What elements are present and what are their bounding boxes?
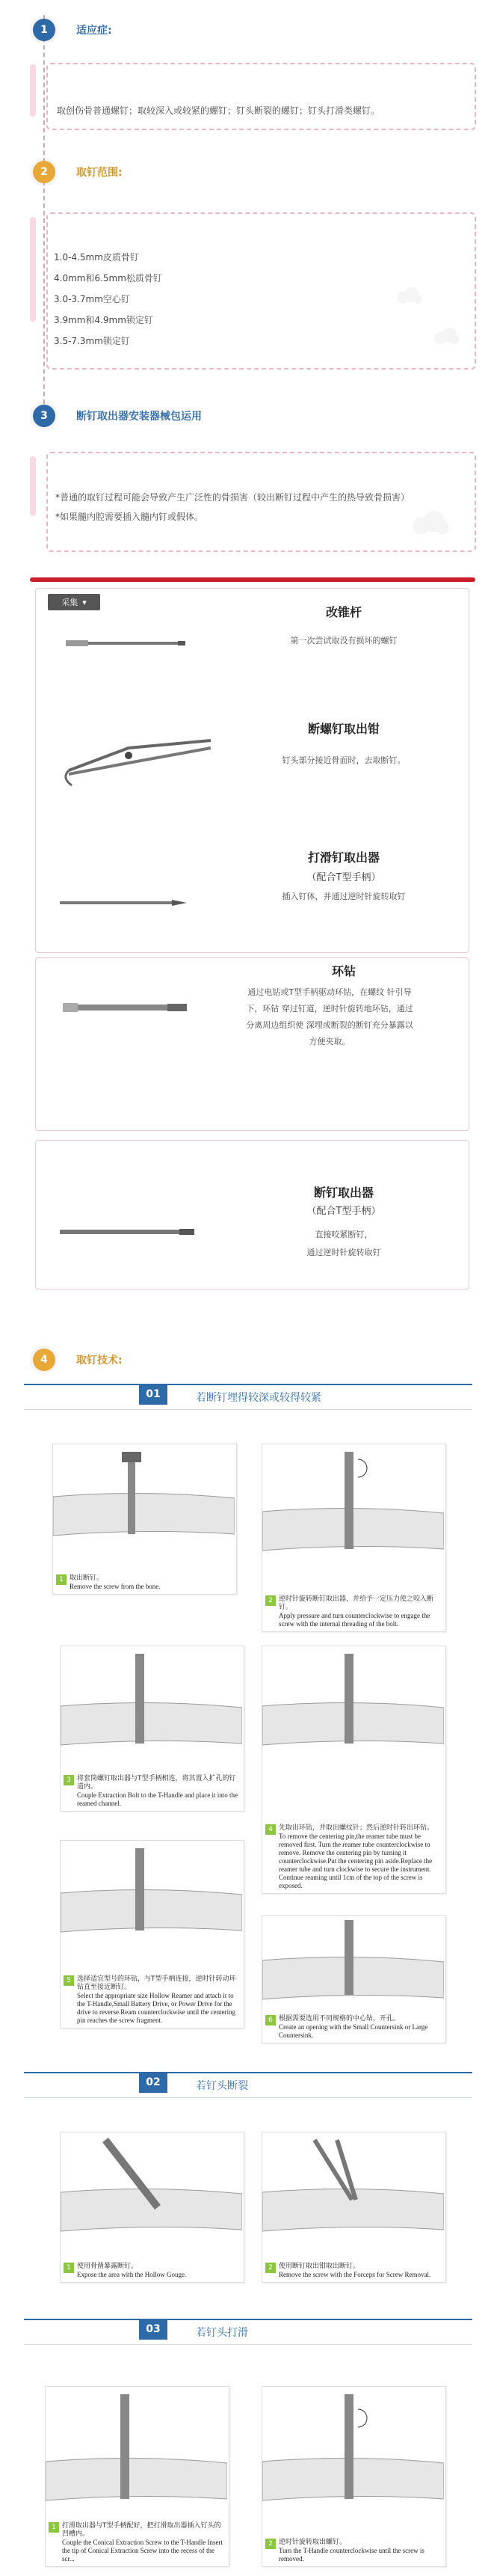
- indications-text: 取创伤骨普通螺钉；取较深入或较紧的螺钉；钉头断裂的螺钉；钉头打滑类螺钉。: [57, 105, 380, 116]
- step-number: 6: [265, 2015, 276, 2025]
- figure-caption: [262, 1595, 445, 1628]
- instrument-subtitle: （配合T型手柄）: [306, 1206, 381, 1217]
- range-list: [54, 247, 162, 352]
- figure-caption: [61, 1975, 244, 2025]
- instrument-desc-line: 分离周边组织使 深埋或断裂的断钉充分暴露以: [246, 1020, 413, 1030]
- section-2-heading: [33, 159, 123, 185]
- caption-en: Expose the area with the Hollow Gouge.: [77, 2271, 187, 2278]
- step-number: 3: [64, 1775, 74, 1785]
- forceps-image: [61, 733, 218, 793]
- caption-en: Select the appropriate size Hollow Reamer and attach it to the T-Handle,Small Battery Drive, or Power Drive for the drive to reverse.Ream counterclockwise until the centering pin reaches the screw fragment.: [77, 1992, 236, 2024]
- step-number: 2: [265, 2539, 276, 2549]
- instrument-desc: 钉头部分接近骨面时，去取断钉。: [282, 755, 406, 765]
- cloud-decoration-icon: [395, 286, 422, 307]
- technique-header: [24, 2319, 472, 2345]
- decorative-strip: [30, 456, 36, 516]
- timeline-dashed-line: [43, 15, 45, 419]
- technique-figure: [60, 2132, 244, 2283]
- screwdriver-shaft-image: [66, 637, 185, 649]
- technique-figure: [262, 2386, 446, 2567]
- instrument-name: 改锥杆: [325, 605, 362, 619]
- step-number: 2: [265, 2263, 276, 2273]
- caption-zh: 打滑取出器与T型手柄配好，把打滑取出器插入钉头的凹槽内。: [62, 2522, 221, 2538]
- instrument-desc: 第一次尝试取没有损坏的螺钉: [290, 636, 398, 645]
- range-item: 4.0mm和6.5mm松质骨钉: [54, 273, 162, 283]
- collect-dropdown[interactable]: [48, 594, 100, 610]
- instrument-desc: 直接咬紧断钉，: [315, 1230, 373, 1239]
- caption-zh: 先取出环钻，并取出螺纹针；然后逆时针转出环钻。: [279, 1824, 434, 1832]
- figure-caption: [61, 1775, 244, 1808]
- instrument-desc-line: 下，环钻 穿过钉道，逆时针旋转地环钻，通过: [246, 1004, 413, 1013]
- dropdown-label: 采集: [61, 598, 78, 607]
- technique-figure: [262, 1646, 446, 1894]
- caption-en: Turn the T-Handle counterclockwise until the screw is removed.: [279, 2547, 424, 2563]
- technique-title: 若断钉埋得较深或较得较紧: [196, 1392, 321, 1404]
- section-4-heading: [33, 1346, 123, 1373]
- section-3-heading: [33, 402, 202, 429]
- figure-caption: [61, 2263, 244, 2279]
- caption-zh: 逆时针旋转断钉取出器，并给予一定压力使之咬入断钉。: [279, 1595, 434, 1611]
- caption-zh: 逆时针旋转取出螺钉。: [279, 2539, 347, 2546]
- step-number: 5: [64, 1975, 74, 1986]
- figure-caption: [262, 2263, 445, 2279]
- technique-figure: [52, 1444, 237, 1595]
- range-box: [46, 212, 476, 369]
- caption-zh: 使用骨凿暴露断钉。: [77, 2263, 138, 2270]
- caption-en: Couple the Conical Extraction Screw to the T-Handle Insert the tip of Conical Extraction Screw into the recess of the scr...: [62, 2539, 223, 2563]
- kit-usage-line: *如果髓内腔需要插入髓内钉或假体。: [55, 512, 204, 522]
- bone-screw-illustration: [46, 2387, 227, 2514]
- section-1-heading: [33, 16, 112, 43]
- caption-zh: 使用断钉取出钳取出断钉。: [279, 2263, 360, 2270]
- caption-en: To remove the centering pin,the reamer tube must be removed first. Turn the reamer tube counterclockwise to remove. Remove the centering pin by turning it counterclockwise.Put the centering pin aside.Replace the reamer tube and turn clockwise to secure the instrument. Continue reaming until 1cm of the top of the screw is exposed.: [279, 1833, 433, 1889]
- bone-screw-illustration: [262, 2387, 444, 2514]
- section-number-badge: 2: [33, 161, 55, 183]
- indications-box: [46, 63, 476, 130]
- instrument-desc: 插入钉体，并通过逆时针旋转取钉: [282, 892, 406, 901]
- step-number: 2: [265, 1595, 276, 1606]
- caption-zh: 将套筒螺钉取出器与T型手柄相连，将其置入扩孔的钉道内。: [77, 1775, 236, 1791]
- technique-figure: [60, 1646, 244, 1812]
- hollow-reamer-image: [63, 1001, 190, 1014]
- technique-header: [24, 2072, 472, 2098]
- section-title: 适应症:: [76, 25, 112, 37]
- bone-screw-illustration: [262, 1444, 444, 1571]
- bone-screw-illustration: [262, 1916, 444, 2005]
- technique-number: 02: [139, 2072, 167, 2093]
- step-number: 1: [49, 2522, 59, 2533]
- range-item: 3.0-3.7mm空心钉: [54, 294, 130, 304]
- caption-en: Remove the screw from the bone.: [70, 1583, 161, 1590]
- step-number: 1: [56, 1574, 67, 1585]
- bone-screw-illustration: [53, 1444, 235, 1557]
- range-item: 1.0-4.5mm皮质骨钉: [54, 252, 139, 263]
- bone-screw-illustration: [262, 1646, 444, 1758]
- step-number: 1: [64, 2263, 74, 2273]
- kit-usage-line: *普通的取钉过程可能会导致产生广泛性的骨损害（较出断钉过程中产生的热导致骨损害）: [55, 492, 410, 503]
- section-number-badge: 1: [33, 19, 55, 41]
- technique-figure: [262, 2132, 446, 2283]
- bone-screw-illustration: [61, 2132, 242, 2245]
- technique-figure: [262, 1915, 446, 2043]
- figure-caption: [46, 2522, 229, 2563]
- section-number-badge: 3: [33, 405, 55, 427]
- range-item: 3.5-7.3mm锁定钉: [54, 336, 130, 346]
- technique-number: 03: [139, 2319, 167, 2340]
- range-item: 3.9mm和4.9mm锁定钉: [54, 315, 153, 325]
- caption-en: Apply pressure and turn counterclockwise to engage the screw with the internal threading of the bolt.: [279, 1612, 430, 1628]
- decorative-strip: [30, 64, 36, 117]
- step-number: 4: [265, 1824, 276, 1835]
- caption-en: Couple Extraction Bolt to the T-Handle and place it into the reamed channel.: [77, 1791, 238, 1807]
- cloud-decoration-icon: [407, 509, 452, 539]
- technique-figure: [262, 1444, 446, 1632]
- section-title: 断钉取出器安装器械包运用: [76, 411, 202, 423]
- instrument-name: 断螺钉取出钳: [307, 722, 380, 736]
- bone-screw-illustration: [61, 1646, 242, 1758]
- technique-number: 01: [139, 1384, 167, 1405]
- technique-title: 若钉头断裂: [196, 2080, 248, 2092]
- caption-en: Remove the screw with the Forceps for Screw Removal.: [279, 2271, 431, 2278]
- figure-caption: [53, 1574, 236, 1591]
- instrument-desc-line: 通过电钻或T型手柄驱动环钻，在螺纹 针引导: [247, 987, 412, 997]
- kit-usage-box: [46, 452, 476, 552]
- bone-screw-illustration: [262, 2132, 444, 2245]
- instrument-name: 打滑钉取出器: [307, 850, 380, 865]
- caption-en: Create an opening with the Small Countersink or Large Countersink.: [279, 2023, 428, 2039]
- instrument-subtitle: （配合T型手柄）: [306, 872, 381, 883]
- decorative-strip: [30, 217, 36, 322]
- slipped-screw-extractor-image: [60, 898, 187, 908]
- section-title: 取钉范围:: [76, 167, 123, 179]
- figure-caption: [262, 1824, 445, 1890]
- technique-figure: [60, 1840, 244, 2028]
- technique-figure: [45, 2386, 229, 2567]
- instrument-name: 断钉取出器: [313, 1186, 374, 1200]
- caption-zh: 根据需要选用不同规格的中心钻，开孔。: [279, 2015, 401, 2023]
- section-divider: [30, 577, 475, 582]
- technique-title: 若钉头打滑: [196, 2327, 248, 2339]
- section-number-badge: 4: [33, 1349, 55, 1371]
- cloud-decoration-icon: [433, 326, 460, 347]
- technique-header: [24, 1384, 472, 1410]
- instrument-desc: 通过逆时针旋转取钉: [306, 1248, 381, 1257]
- caption-zh: 选择适宜型号的环钻，与T型手柄连接，逆时针转动环钻直至接近断钉。: [77, 1975, 236, 1991]
- caret-down-icon: ▾: [82, 597, 87, 607]
- broken-screw-extractor-image: [60, 1227, 194, 1237]
- instrument-desc: [206, 984, 453, 1050]
- section-title: 取钉技术:: [76, 1355, 123, 1367]
- figure-caption: [262, 2015, 445, 2040]
- figure-caption: [262, 2539, 445, 2563]
- kit-usage-text: [55, 488, 410, 527]
- instrument-name: 环钻: [331, 964, 356, 978]
- instrument-desc-line: 方便夹取。: [309, 1037, 351, 1046]
- caption-zh: 取出断钉。: [70, 1574, 104, 1582]
- bone-screw-illustration: [61, 1841, 242, 1945]
